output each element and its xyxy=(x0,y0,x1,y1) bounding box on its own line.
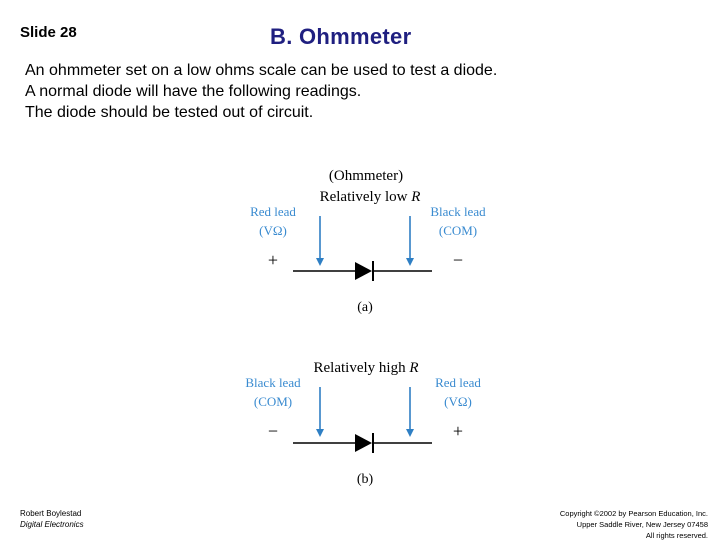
terminal-label-a-right: (COM) xyxy=(438,223,478,238)
footer-credits xyxy=(20,508,84,530)
terminal-label-b-right: (VΩ) xyxy=(444,394,472,409)
lead-label-b-right: Red lead xyxy=(435,375,481,390)
lead-label-a-left: Red lead xyxy=(250,204,296,219)
body-line: The diode should be tested out of circuit. xyxy=(25,104,314,121)
slide-number: Slide 28 xyxy=(20,24,77,41)
body-line: An ohmmeter set on a low ohms scale can be used to test a diode. xyxy=(25,62,498,79)
lead-label-b-left: Black lead xyxy=(245,375,301,390)
polarity-sign-a-left: + xyxy=(267,250,279,270)
caption-b: (b) xyxy=(356,472,374,487)
ohmmeter-label: (Ohmmeter) xyxy=(328,168,404,184)
polarity-sign-a-right: − xyxy=(452,250,464,270)
copyright-line: Copyright ©2002 by Pearson Education, Inc. xyxy=(559,509,708,518)
reading-label-b: Relatively high R xyxy=(313,360,419,376)
lead-label-a-right: Black lead xyxy=(430,204,486,219)
caption-a: (a) xyxy=(357,300,373,315)
copyright-line: Upper Saddle River, New Jersey 07458 xyxy=(576,520,708,529)
slide-title: B. Ohmmeter xyxy=(270,24,412,49)
polarity-sign-b-right: + xyxy=(452,421,464,441)
body-line: A normal diode will have the following readings. xyxy=(25,83,362,100)
copyright-line: All rights reserved. xyxy=(645,531,708,540)
footer-book: Digital Electronics xyxy=(20,520,84,529)
diagram-b xyxy=(245,360,481,487)
diode-symbol-a xyxy=(355,262,372,280)
terminal-label-b-left: (COM) xyxy=(253,394,293,409)
terminal-label-a-left: (VΩ) xyxy=(259,223,287,238)
diode-symbol-b xyxy=(355,434,372,452)
diagram-a xyxy=(250,168,486,315)
polarity-sign-b-left: − xyxy=(267,421,279,441)
footer-copyright xyxy=(560,508,708,541)
reading-label-a: Relatively low R xyxy=(319,189,421,205)
footer-author: Robert Boylestad xyxy=(20,509,82,518)
